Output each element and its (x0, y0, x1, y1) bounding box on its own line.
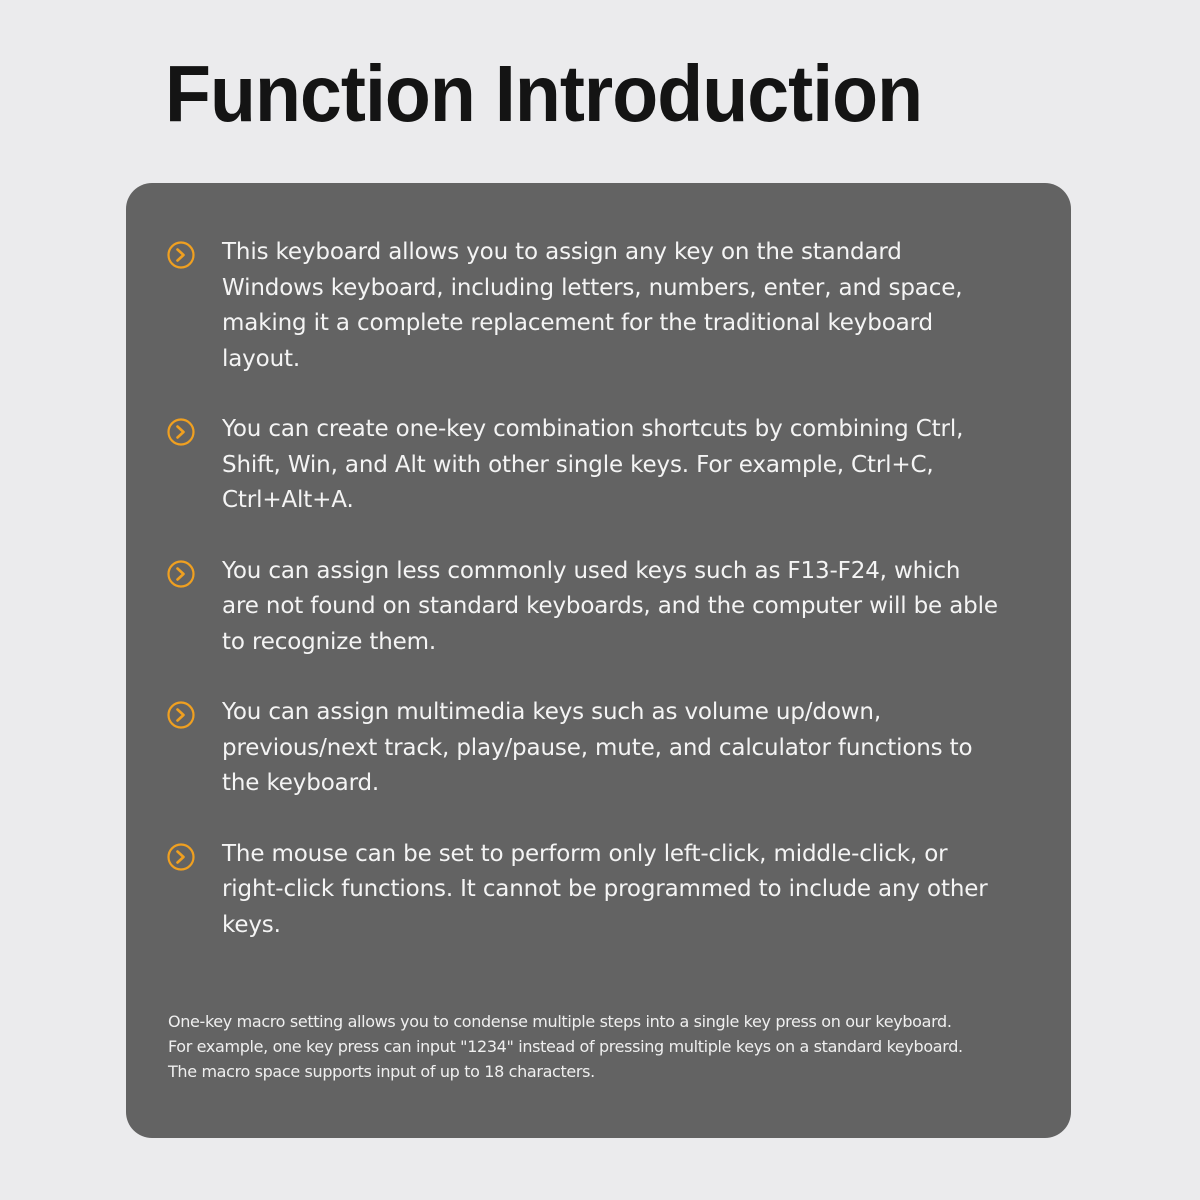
feature-text: The mouse can be set to perform only left-click, middle-click, or right-click functions. It cannot be programmed to include any other keys. (222, 840, 988, 938)
note-line: One-key macro setting allows you to condense multiple steps into a single key press on our keyboard. (168, 1012, 952, 1031)
feature-list (126, 235, 1071, 978)
macro-note (168, 1009, 1058, 1084)
feature-item (126, 235, 1071, 377)
feature-item (126, 554, 1071, 661)
feature-item (126, 837, 1071, 944)
feature-item (126, 695, 1071, 802)
chevron-circle-icon (166, 240, 196, 270)
function-panel (126, 183, 1071, 1138)
feature-text: You can assign multimedia keys such as volume up/down, previous/next track, play/pause, mute, and calculator functions to the keyboard. (222, 699, 973, 796)
feature-text: You can assign less commonly used keys such as F13-F24, which are not found on standard keyboards, and the computer will be able to recognize them. (222, 557, 998, 655)
note-line: The macro space supports input of up to 18 characters. (168, 1062, 595, 1081)
note-line: For example, one key press can input "1234" instead of pressing multiple keys on a standard keyboard. (168, 1037, 963, 1056)
chevron-circle-icon (166, 842, 196, 872)
feature-text: You can create one-key combination shortcuts by combining Ctrl, Shift, Win, and Alt with other single keys. For example, Ctrl+C, Ctrl+Alt+A. (222, 416, 964, 513)
chevron-circle-icon (166, 700, 196, 730)
page-title: Function Introduction (165, 49, 923, 138)
feature-item (126, 412, 1071, 519)
chevron-circle-icon (166, 417, 196, 447)
chevron-circle-icon (166, 559, 196, 589)
feature-text: This keyboard allows you to assign any key on the standard Windows keyboard, including letters, numbers, enter, and space, making it a complete replacement for the traditional keyboard layout. (222, 239, 963, 372)
